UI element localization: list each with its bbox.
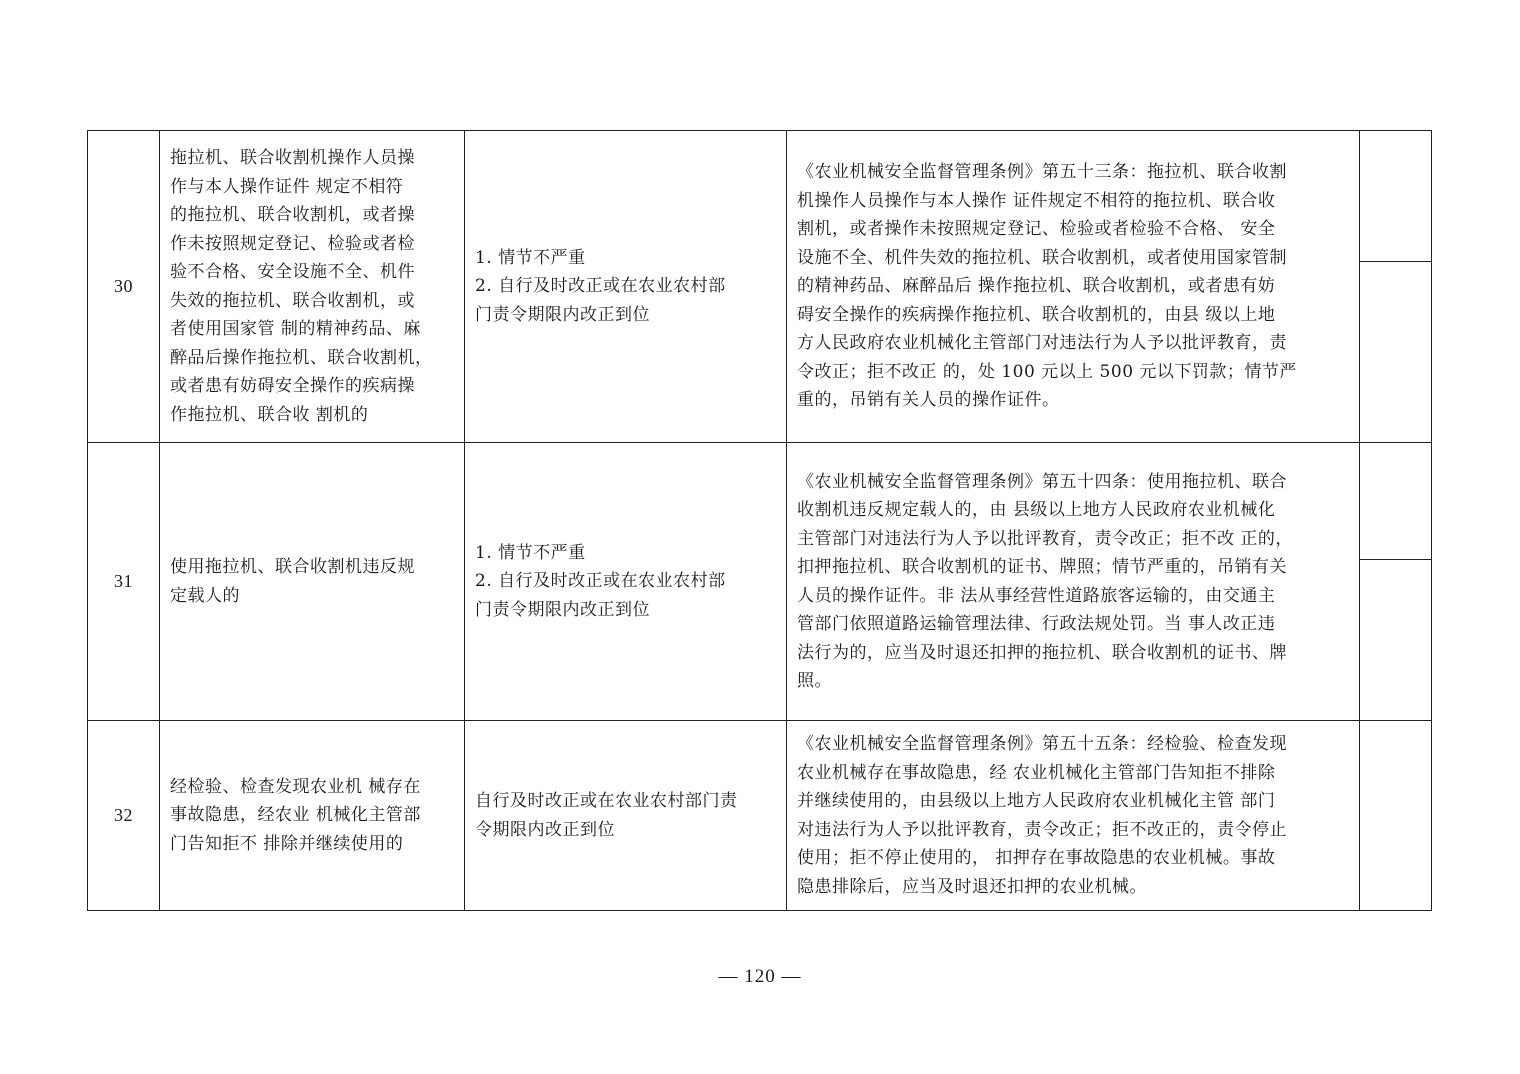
conditions: [465, 443, 787, 721]
text-line: 对违法行为人予以批评教育，责令改正；拒不改正的，责令停止: [797, 819, 1287, 840]
violation-description: [160, 131, 465, 443]
text-line: 收割机违反规定载人的，由 县级以上地方人民政府农业机械化: [797, 500, 1276, 520]
text-line: 《农业机械安全监督管理条例》第五十五条：经检验、检查发现: [797, 734, 1287, 754]
legal-basis: [787, 443, 1360, 721]
text-line: 主管部门对违法行为人予以批评教育，责令改正；拒不改 正的，: [797, 528, 1293, 549]
text-line: 使用；拒不停止使用的， 扣押存在事故隐患的农业机械。事故: [797, 848, 1276, 868]
conditions: [465, 131, 787, 443]
text-line: 的拖拉机、联合收割机，或者操: [170, 205, 415, 225]
text-line: 门告知拒不 排除并继续使用的: [170, 833, 404, 854]
text-line: 照。: [797, 671, 832, 691]
text-line: 作拖拉机、联合收 割机的: [170, 404, 369, 425]
regulation-table: [87, 130, 1432, 911]
row-number: 32: [88, 721, 160, 911]
text-line: 扣押拖拉机、联合收割机的证书、牌照；情节严重的，吊销有关: [797, 557, 1287, 577]
violation-description: [160, 721, 465, 911]
text-line: 机操作人员操作与本人操作 证件规定不相符的拖拉机、联合收: [797, 190, 1276, 211]
text-line: 1. 情节不严重: [475, 247, 586, 268]
text-line: 令改正；拒不改正 的，处 100 元以上 500 元以下罚款；情节严: [797, 361, 1297, 382]
table-row: [88, 721, 1432, 911]
text-line: 经检验、检查发现农业机 械存在: [170, 776, 421, 797]
text-line: 定载人的: [170, 585, 240, 606]
text-line: 《农业机械安全监督管理条例》第五十三条：拖拉机、联合收割: [797, 162, 1287, 183]
text-line: 事故隐患，经农业 机械化主管部: [170, 805, 421, 826]
table-row: [88, 131, 1432, 443]
text-line: 1. 情节不严重: [475, 542, 586, 563]
row-number: 31: [88, 443, 160, 721]
text-line: 2. 自行及时改正或在农业农村部: [475, 276, 726, 297]
text-line: 人员的操作证件。非 法从事经营性道路旅客运输的，由交通主: [797, 585, 1276, 606]
text-line: 重的，吊销有关人员的操作证件。: [797, 390, 1060, 411]
text-line: 门责令期限内改正到位: [475, 304, 650, 325]
legal-basis: [787, 131, 1360, 443]
text-line: 设施不全、机件失效的拖拉机、联合收割机，或者使用国家管制: [797, 247, 1287, 268]
legal-basis: [787, 721, 1360, 911]
text-line: 《农业机械安全监督管理条例》第五十四条：使用拖拉机、联合: [797, 471, 1287, 492]
text-line: 农业机械存在事故隐患，经 农业机械化主管部门告知拒不排除: [797, 762, 1276, 783]
text-line: 醉品后操作拖拉机、联合收割机，: [170, 347, 433, 368]
page-number: — 120 —: [718, 966, 802, 987]
text-line: 碍安全操作的疾病操作拖拉机、联合收割机的，由县 级以上地: [797, 304, 1276, 325]
text-line: 使用拖拉机、联合收割机违反规: [170, 557, 415, 577]
cell-divider: [1360, 559, 1431, 560]
extra-cell: [1360, 443, 1432, 721]
text-line: 管部门依照道路运输管理法律、行政法规处罚。当 事人改正违: [797, 614, 1276, 634]
text-line: 或者患有妨碍安全操作的疾病操: [170, 376, 415, 396]
violation-description: [160, 443, 465, 721]
extra-cell: [1360, 721, 1432, 911]
text-line: 自行及时改正或在农业农村部门责: [475, 791, 738, 811]
text-line: 者使用国家管 制的精神药品、麻: [170, 319, 421, 339]
text-line: 作未按照规定登记、检验或者检: [170, 233, 415, 254]
text-line: 隐患排除后，应当及时退还扣押的农业机械。: [797, 876, 1147, 897]
text-line: 作与本人操作证件 规定不相符: [170, 176, 404, 197]
text-line: 割机，或者操作未按照规定登记、检验或者检验不合格、 安全: [797, 219, 1276, 240]
table-row: [88, 443, 1432, 721]
text-line: 2. 自行及时改正或在农业农村部: [475, 571, 726, 592]
text-line: 拖拉机、联合收割机操作人员操: [170, 148, 415, 168]
text-line: 的精神药品、麻醉品后 操作拖拉机、联合收割机，或者患有妨: [797, 276, 1276, 297]
text-line: 令期限内改正到位: [475, 819, 615, 840]
cell-divider: [1360, 261, 1431, 262]
text-line: 方人民政府农业机械化主管部门对违法行为人予以批评教育，责: [797, 333, 1287, 354]
row-number: 30: [88, 131, 160, 443]
text-line: 法行为的，应当及时退还扣押的拖拉机、联合收割机的证书、牌: [797, 642, 1287, 663]
conditions: [465, 721, 787, 911]
text-line: 失效的拖拉机、联合收割机，或: [170, 290, 415, 311]
extra-cell: [1360, 131, 1432, 443]
text-line: 验不合格、安全设施不全、机件: [170, 262, 415, 282]
text-line: 并继续使用的，由县级以上地方人民政府农业机械化主管 部门: [797, 791, 1276, 811]
text-line: 门责令期限内改正到位: [475, 599, 650, 620]
